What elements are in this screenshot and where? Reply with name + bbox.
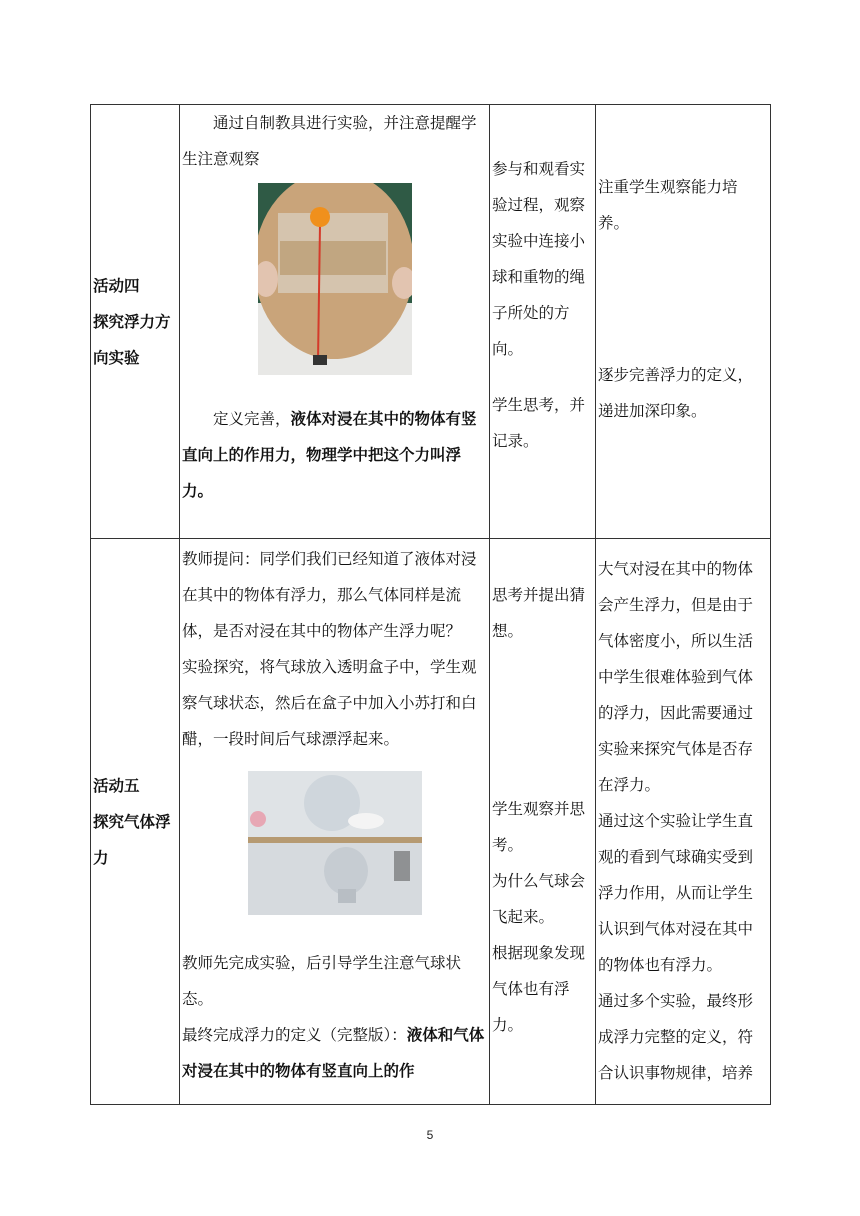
activity4-student-think: 学生思考，并记录。 [492,396,586,450]
activity5-teacher-experiment: 实验探究，将气球放入透明盒子中，学生观察气球状态，然后在盒子中加入小苏打和白醋，一段时间后气球漂浮起来。 [182,658,477,748]
activity5-teacher-after: 教师先完成实验，后引导学生注意气球状态。 [182,954,462,1008]
activity5-subtitle: 探究气体浮力 [93,812,171,867]
activity4-definition-prefix: 定义完善， [213,410,291,428]
activity5-final-definition [182,1017,487,1089]
activity4-teacher-cell [180,105,490,539]
activity5-student-question: 为什么气球会飞起来。 [492,872,586,926]
page-number: 5 [426,1128,434,1142]
activity5-intent-background: 大气对浸在其中的物体会产生浮力，但是由于气体密度小，所以生活中学生很难体验到气体的浮力，因此需要通过实验来探究气体是否存在浮力。 [598,560,754,794]
activity5-student-guess: 思考并提出猜想。 [492,586,586,640]
activity5-label-cell [91,539,180,1105]
activity4-title: 活动四 [93,276,140,295]
activity5-final-bold: 液体和气体对浸在其中的物体有竖直向上的作 [182,1025,485,1080]
activity5-intent-definition: 通过多个实验，最终形成浮力完整的定义，符合认识事物规律，培养 [598,992,754,1082]
activity4-intent-definition: 逐步完善浮力的定义，递进加深印象。 [598,366,754,420]
buoyancy-direction-photo [258,183,412,375]
activity4-subtitle: 探究浮力方向实验 [93,312,171,367]
activity4-definition-bold: 液体对浸在其中的物体有竖直向上的作用力，物理学中把这个力叫浮力。 [182,409,477,500]
activity5-student-conclusion: 根据现象发现气体也有浮力。 [492,944,586,1034]
activity4-intent-observation: 注重学生观察能力培养。 [598,178,738,232]
activity4-definition [182,401,487,509]
table-row-activity4 [91,105,771,539]
activity5-teacher-cell [180,539,490,1105]
activity5-final-prefix: 最终完成浮力的定义（完整版）： [182,1026,407,1044]
table-row-activity5 [91,539,771,1105]
gas-buoyancy-photo [248,771,422,915]
lesson-plan-table [90,104,771,1105]
activity4-label-cell [91,105,180,539]
activity5-student-observe: 学生观察并思考。 [492,800,586,854]
activity4-student-observe: 参与和观看实验过程，观察实验中连接小球和重物的绳子所处的方向。 [492,160,586,358]
activity4-teacher-intro: 通过自制教具进行实验，并注意提醒学生注意观察 [182,114,477,168]
activity5-teacher-question: 教师提问：同学们我们已经知道了液体对浸在其中的物体有浮力，那么气体同样是流体，是否对浸在其中的物体产生浮力呢？ [182,550,477,640]
activity5-title: 活动五 [93,776,140,795]
activity4-intent-cell [596,105,771,539]
activity5-intent-experiment: 通过这个实验让学生直观的看到气球确实受到浮力作用，从而让学生认识到气体对浸在其中的物体也有浮力。 [598,812,754,974]
activity5-student-cell [490,539,596,1105]
activity4-student-cell [490,105,596,539]
activity5-intent-cell [596,539,771,1105]
